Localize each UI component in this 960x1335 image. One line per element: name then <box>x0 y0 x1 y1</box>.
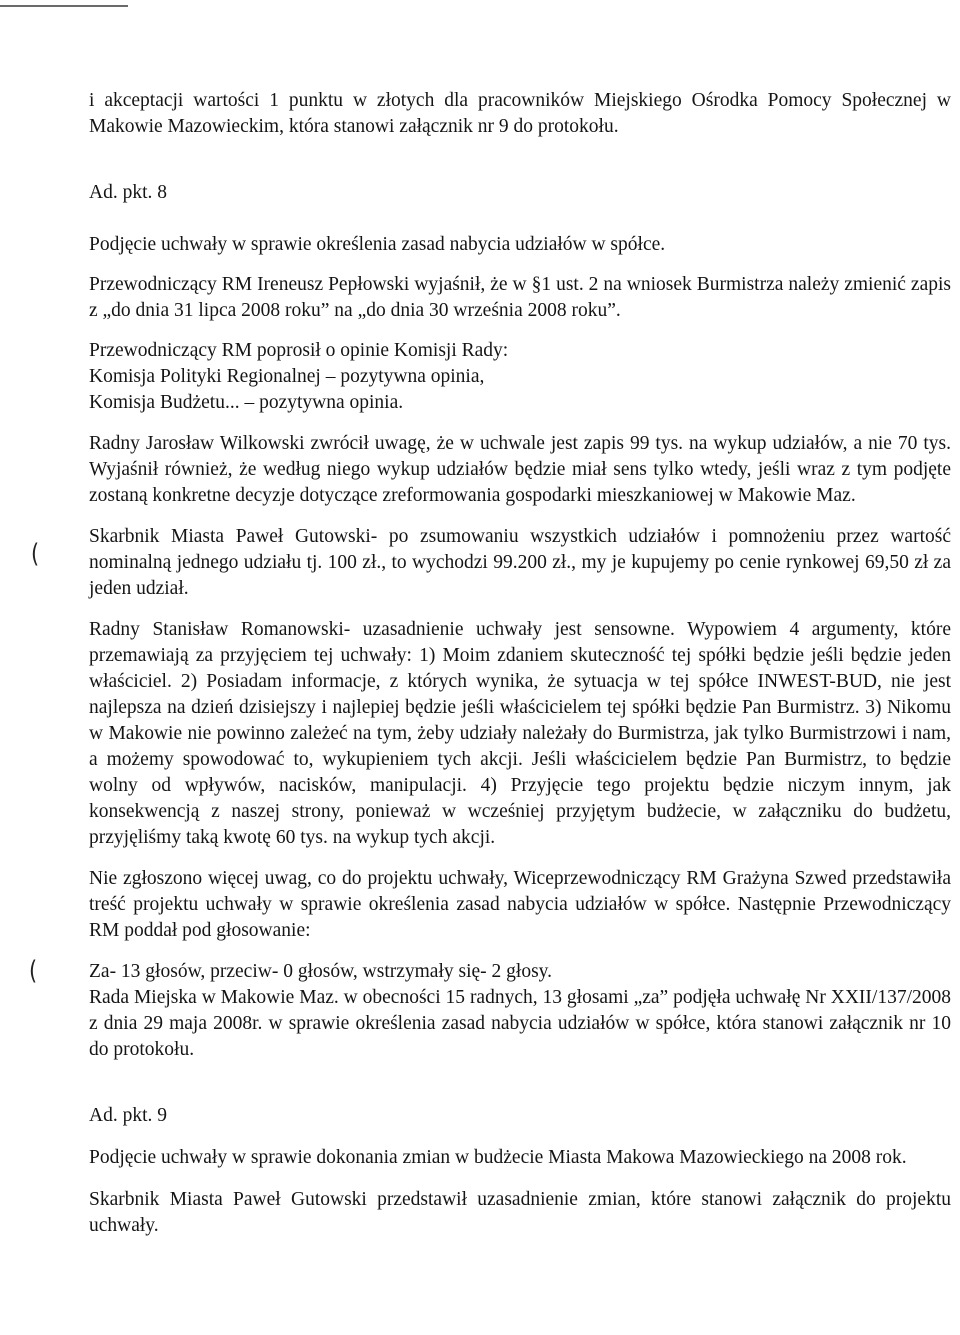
agenda-item-title-budget: Podjęcie uchwały w sprawie dokonania zmian w budżecie Miasta Makowa Mazowieckiego na 2008 rok. <box>89 1147 907 1168</box>
paragraph-committee-request: Przewodniczący RM poprosił o opinie Komisji Rady: <box>89 340 509 361</box>
committee-opinion-regional: Komisja Polityki Regionalnej – pozytywna opinia, <box>89 366 485 387</box>
agenda-item-title: Podjęcie uchwały w sprawie określenia zasad nabycia udziałów w spółce. <box>89 234 666 255</box>
paragraph-gutowski-justification: Skarbnik Miasta Paweł Gutowski przedstawił uzasadnienie zmian, które stanowi załącznik do projektu uchwały. <box>89 1189 951 1236</box>
paragraph-no-remarks: Nie zgłoszono więcej uwag, co do projektu uchwały, Wiceprzewodniczący RM Grażyna Szwed przedstawiła treść projektu uchwały w sprawie określenia zasad nabycia udziałów w spółce. Następnie Przewodniczący RM poddał pod głosowanie: <box>89 868 951 941</box>
paragraph-chairman-explanation: Przewodniczący RM Ireneusz Pepłowski wyjaśnił, że w §1 ust. 2 na wniosek Burmistrza należy zmienić zapis z „do dnia 31 lipca 2008 roku” na „do dnia 30 września 2008 roku”. <box>89 274 951 321</box>
margin-mark: ( <box>31 539 40 569</box>
paragraph-wilkowski: Radny Jarosław Wilkowski zwrócił uwagę, że w uchwale jest zapis 99 tys. na wykup udziałów, a nie 70 tys. Wyjaśnił również, że według niego wykup udziałów będzie miał sens tylko wtedy, jeśli wraz z tym podjęte zostaną konkretne decyzje dotyczące zreformowania gospodarki mieszkaniowej w Makowie Maz. <box>89 433 951 506</box>
section-heading-pkt-8: Ad. pkt. 8 <box>89 182 167 203</box>
paragraph-continuation: i akceptacji wartości 1 punktu w złotych dla pracowników Miejskiego Ośrodka Pomocy Społecznej w Makowie Mazowieckim, która stanowi załącznik nr 9 do protokołu. <box>89 90 951 137</box>
paragraph-romanowski: Radny Stanisław Romanowski- uzasadnienie uchwały jest sensowne. Wypowiem 4 argumenty, które przemawiają za przyjęciem tej uchwały: 1) Moim zdaniem skuteczność tej spółki będzie jeśli będzie jeden właściciel. 2) Posiadam informacje, z których wynika, że sytuacja w tej spółce INWEST-BUD, nie jest najlepsza na dzień dzisiejszy i najlepiej będzie jeśli właścicielem tej spółki będzie Pan Burmistrz. 3) Nikomu w Makowie nie powinno zależeć na tym, żeby udziały należały do Burmistrza, jak tylko Burmistrzowi i nam, a możemy spowodować to, wykupieniem tych akcji. Jeśli właścicielem będzie Pan Burmistrz, to będzie wolny od wpływów, nacisków, manipulacji. 4) Przyjęcie tego projektu będzie niczym innym, jak konsekwencją z naszej strony, ponieważ w wcześniej przyjętym budżecie, w załączniku do budżetu, przyjęliśmy taką kwotę 60 tys. na wykup tych akcji. <box>89 619 951 848</box>
paragraph-resolution-adopted: Rada Miejska w Makowie Maz. w obecności 15 radnych, 13 głosami „za” podjęła uchwałę Nr XXII/137/2008 z dnia 29 maja 2008r. w sprawie określenia zasad nabycia udziałów w spółce, która stanowi załącznik nr 10 do protokołu. <box>89 987 951 1060</box>
document-page <box>89 88 951 1239</box>
scan-edge-line <box>0 5 128 7</box>
committee-opinion-budget: Komisja Budżetu... – pozytywna opinia. <box>89 392 404 413</box>
voting-result: Za- 13 głosów, przeciw- 0 głosów, wstrzymały się- 2 głosy. <box>89 961 553 982</box>
paragraph-gutowski: Skarbnik Miasta Paweł Gutowski- po zsumowaniu wszystkich udziałów i pomnożeniu przez wartość nominalną jednego udziału tj. 100 zł., to wychodzi 99.200 zł., my je kupujemy po cenie rynkowej 69,50 zł za jeden udział. <box>89 526 951 599</box>
section-heading-pkt-9: Ad. pkt. 9 <box>89 1105 167 1126</box>
margin-mark: ( <box>29 956 38 986</box>
